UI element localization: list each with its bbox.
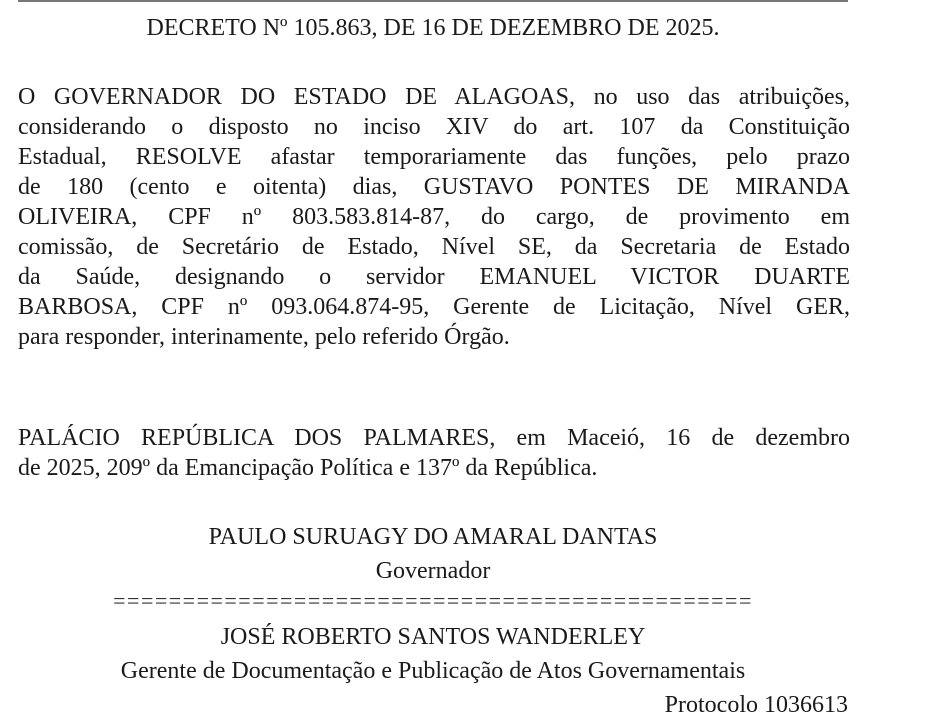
body-line: comissão, de Secretário de Estado, Nível SE, da Secretaria de Estado [18, 234, 850, 260]
body-line: de 180 (cento e oitenta) dias, GUSTAVO PONTES DE MIRANDA [18, 174, 850, 200]
decree-body-paragraph [18, 82, 850, 352]
body-line: O GOVERNADOR DO ESTADO DE ALAGOAS, no uso das atribuições, [18, 84, 850, 110]
governor-title: Governador [375, 558, 491, 584]
manager-name: JOSÉ ROBERTO SANTOS WANDERLEY [220, 624, 646, 650]
body-line: OLIVEIRA, CPF nº 803.583.814-87, do cargo, de provimento em [18, 204, 850, 230]
protocol-number: Protocolo 1036613 [664, 692, 848, 718]
body-line: para responder, interinamente, pelo referido Órgão. [18, 324, 510, 350]
governor-name: PAULO SURUAGY DO AMARAL DANTAS [208, 524, 658, 550]
place-line: de 2025, 209º da Emancipação Política e 137º da República. [18, 455, 598, 481]
place-line: PALÁCIO REPÚBLICA DOS PALMARES, em Maceió, 16 de dezembro [18, 425, 850, 451]
body-line: BARBOSA, CPF nº 093.064.874-95, Gerente de Licitação, Nível GER, [18, 294, 850, 320]
top-rule-divider [18, 0, 848, 2]
body-line: considerando o disposto no inciso XIV do art. 107 da Constituição [18, 114, 850, 140]
decree-title: DECRETO Nº 105.863, DE 16 DE DEZEMBRO DE 2025. [146, 15, 720, 41]
body-line: Estadual, RESOLVE afastar temporariamente das funções, pelo prazo [18, 144, 850, 170]
body-line: da Saúde, designando o servidor EMANUEL VICTOR DUARTE [18, 264, 850, 290]
manager-title: Gerente de Documentação e Publicação de Atos Governamentais [120, 658, 746, 684]
equals-separator: ============================================== [113, 588, 753, 613]
place-date-paragraph [18, 423, 850, 483]
